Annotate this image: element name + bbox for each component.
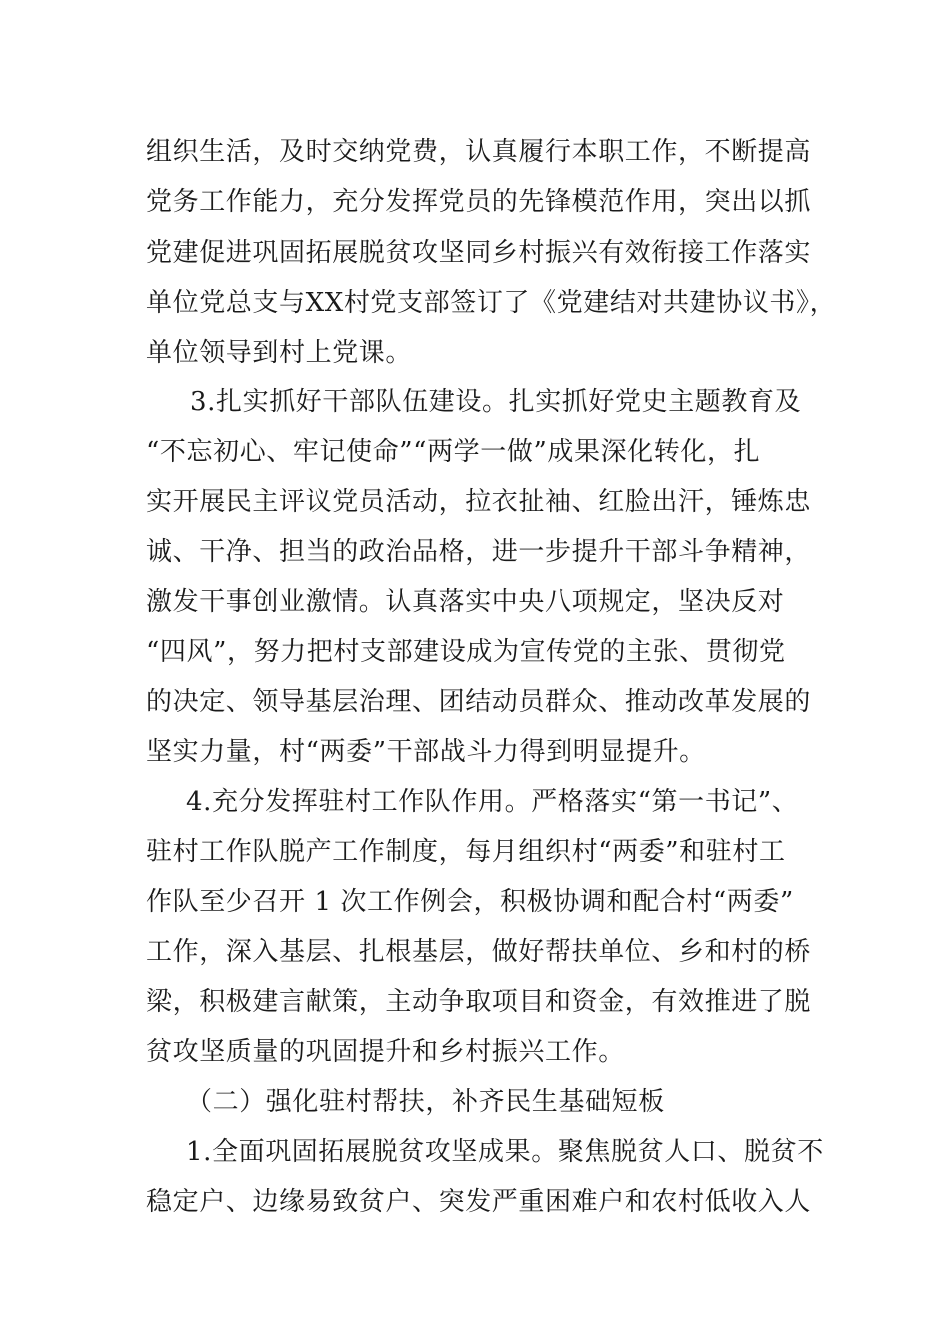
text-line: 党建促进巩固拓展脱贫攻坚同乡村振兴有效衔接工作落实 bbox=[146, 238, 812, 268]
text-line: 贫攻坚质量的巩固提升和乡村振兴工作。 bbox=[146, 1037, 625, 1067]
text-line: 驻村工作队脱产工作制度，每月组织村“两委”和驻村工 bbox=[146, 837, 786, 867]
text-line: 梁，积极建言献策，主动争取项目和资金，有效推进了脱 bbox=[146, 987, 812, 1017]
text-line: 稳定户、边缘易致贫户、突发严重困难户和农村低收入人 bbox=[146, 1187, 812, 1217]
text-line: 坚实力量，村“两委”干部战斗力得到明显提升。 bbox=[146, 737, 706, 767]
text-line: 的决定、领导基层治理、团结动员群众、推动改革发展的 bbox=[146, 687, 812, 717]
text-line: 诚、干净、担当的政治品格，进一步提升干部斗争精神， bbox=[146, 537, 812, 567]
text-line: 党务工作能力，充分发挥党员的先锋模范作用，突出以抓 bbox=[146, 187, 812, 217]
text-line: 组织生活，及时交纳党费，认真履行本职工作，不断提高 bbox=[146, 137, 812, 167]
section-heading: （二）强化驻村帮扶，补齐民生基础短板 bbox=[186, 1087, 665, 1117]
text-line: 工作，深入基层、扎根基层，做好帮扶单位、乡和村的桥 bbox=[146, 937, 812, 967]
paragraph-heading: 1.全面巩固拓展脱贫攻坚成果。聚焦脱贫人口、脱贫不 bbox=[186, 1137, 824, 1167]
text-line: 作队至少召开 1 次工作例会，积极协调和配合村“两委” bbox=[146, 887, 794, 917]
text-line: 单位领导到村上党课。 bbox=[146, 338, 413, 368]
text-line: “四风”，努力把村支部建设成为宣传党的主张、贯彻党 bbox=[146, 637, 786, 667]
text-line: 实开展民主评议党员活动，拉衣扯袖、红脸出汗，锤炼忠 bbox=[146, 487, 812, 517]
paragraph-heading: 4.充分发挥驻村工作队作用。严格落实“第一书记”、 bbox=[186, 787, 799, 817]
paragraph-heading: 3.扎实抓好干部队伍建设。扎实抓好党史主题教育及 bbox=[190, 387, 802, 417]
text-line: “不忘初心、牢记使命”“两学一做”成果深化转化，扎 bbox=[146, 437, 761, 467]
text-line: 单位党总支与XX村党支部签订了《党建结对共建协议书》， bbox=[146, 288, 837, 318]
text-line: 激发干事创业激情。认真落实中央八项规定，坚决反对 bbox=[146, 587, 785, 617]
